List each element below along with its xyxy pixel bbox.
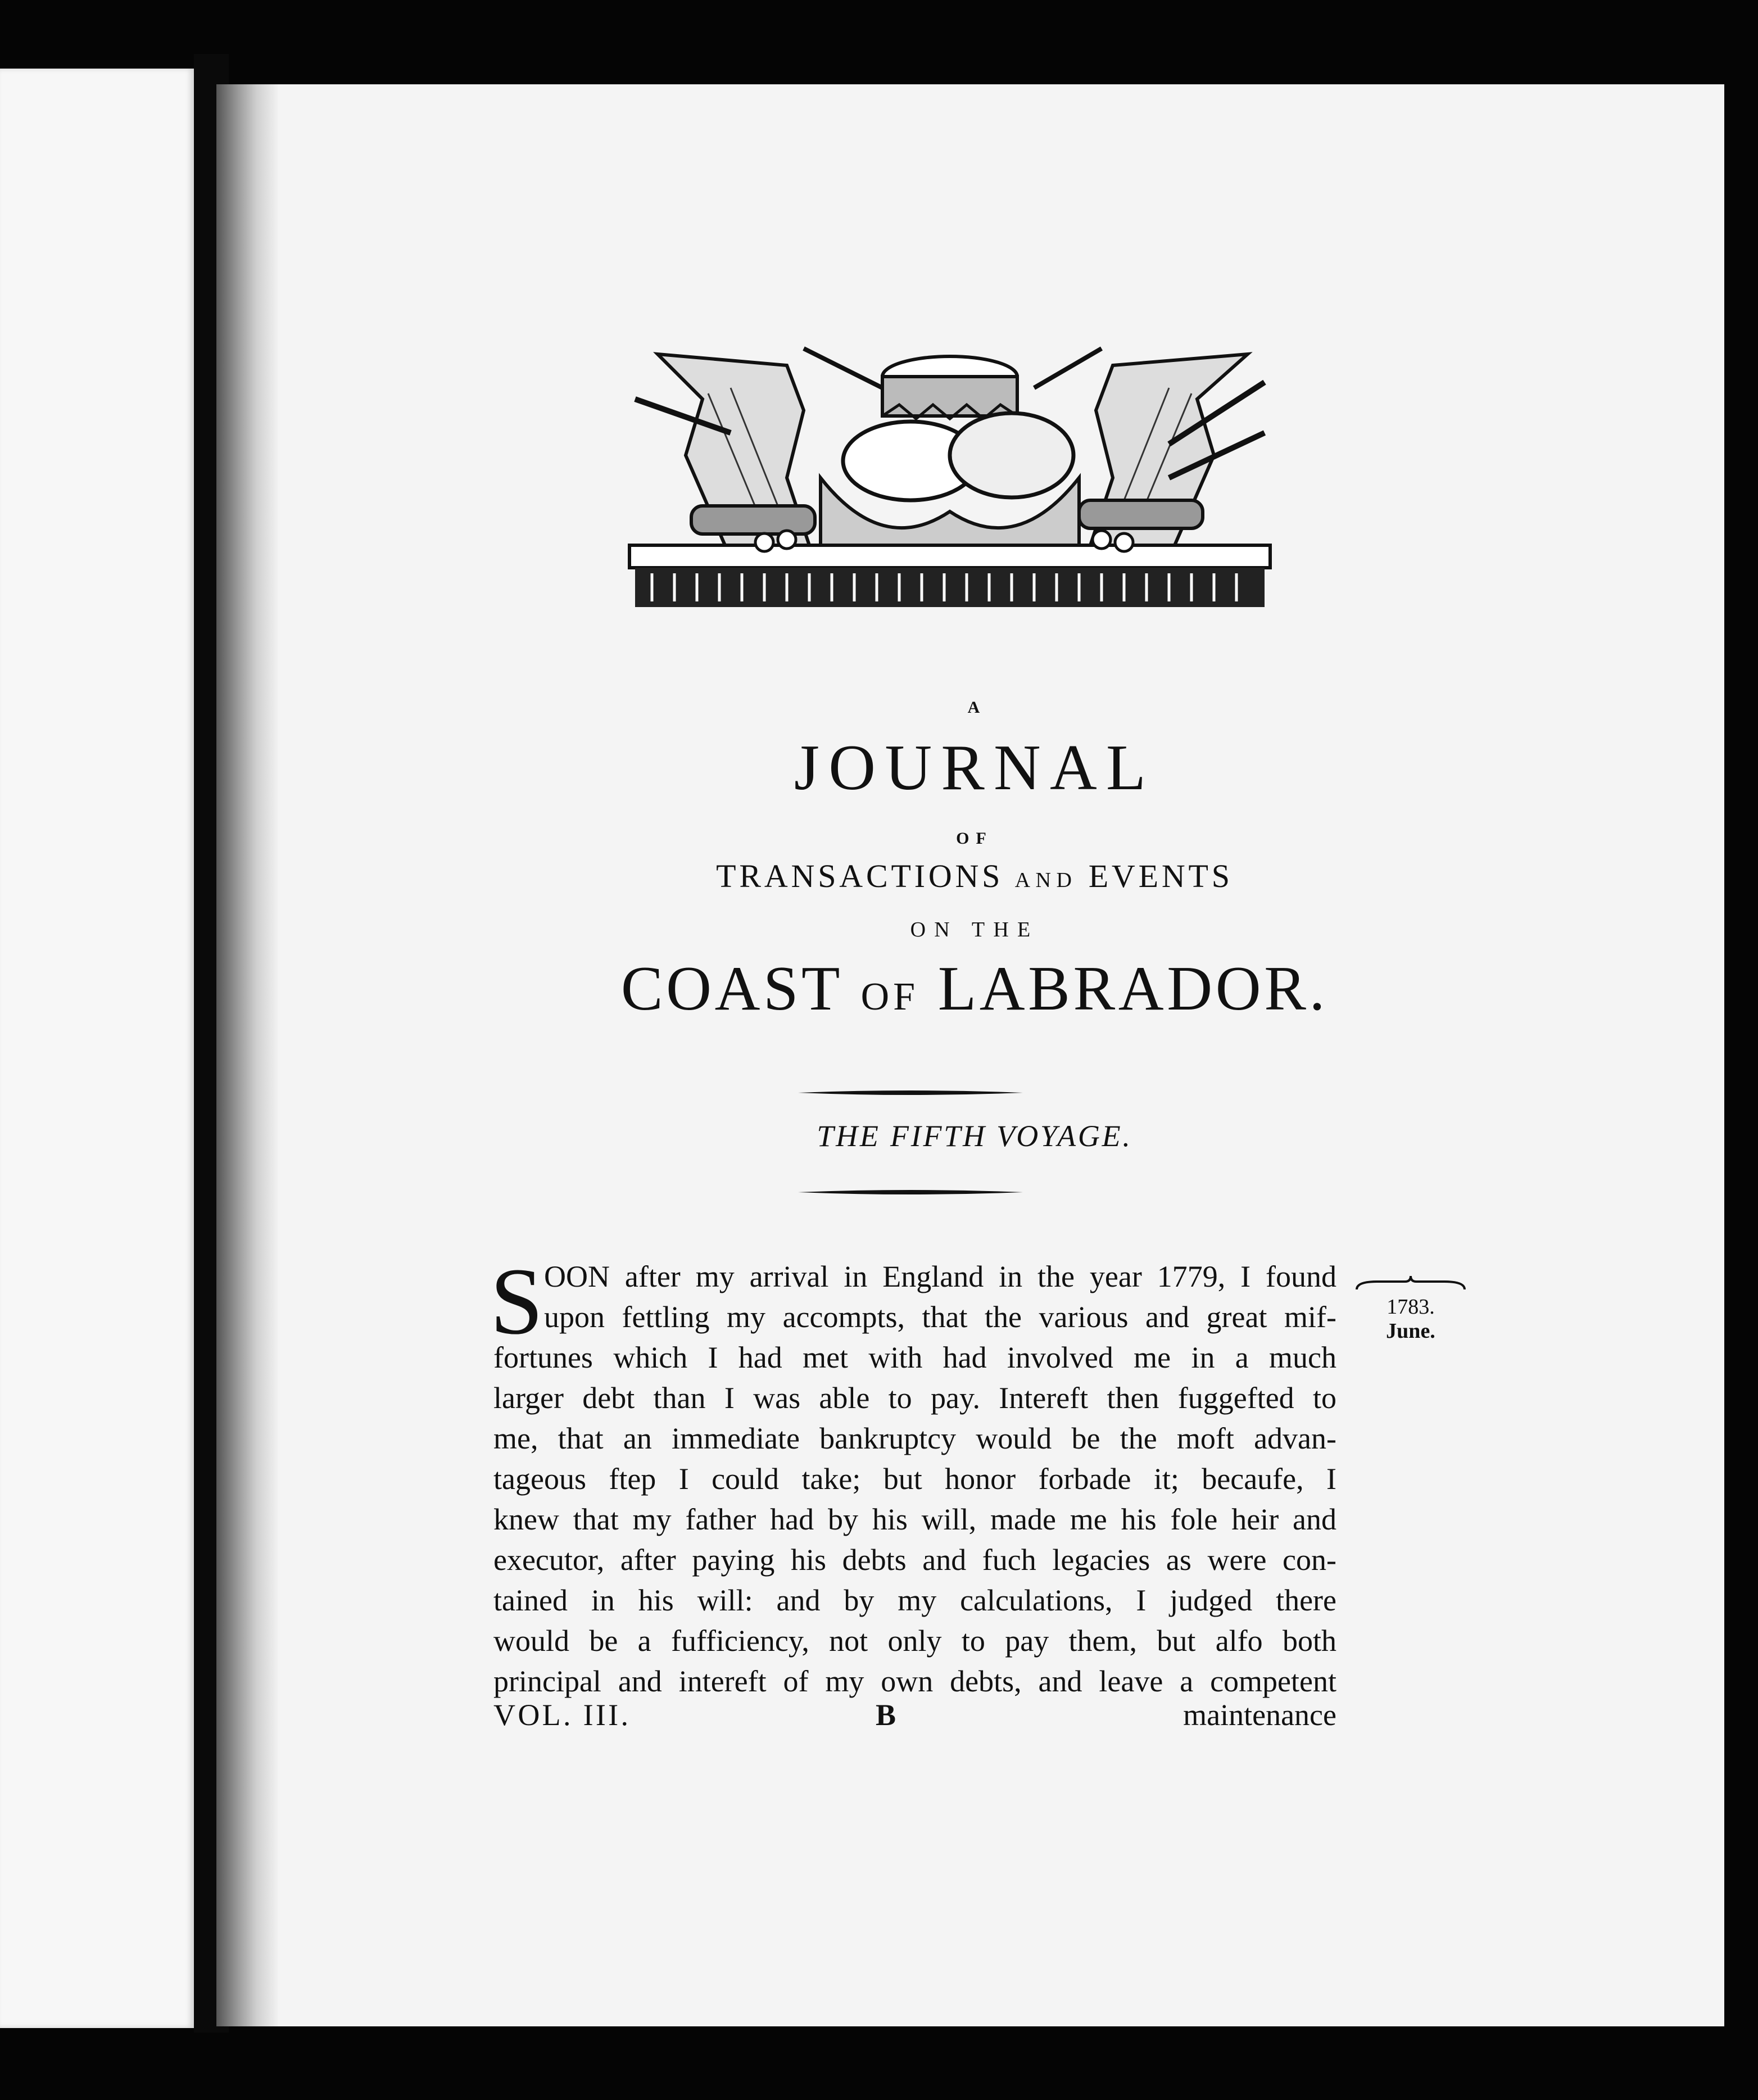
book-page: [225, 84, 1724, 2026]
title-events: EVENTS: [1088, 858, 1233, 894]
drop-cap: S: [490, 1248, 543, 1354]
catchword: maintenance: [1183, 1698, 1336, 1732]
text-line: would be a fufficiency, not only to pay them, but alfo both: [493, 1624, 1336, 1658]
text-line: tageous ftep I could take; but honor forbade it; becaufe, I: [493, 1462, 1336, 1496]
title-transactions-line: [225, 857, 1724, 895]
title-of: OF: [956, 829, 993, 848]
section-subtitle: THE FIFTH VOYAGE.: [817, 1119, 1132, 1153]
ornamental-rule-bottom: [798, 1189, 1023, 1196]
title-and: AND: [1014, 868, 1077, 892]
title-coast: COAST: [620, 954, 842, 1024]
page-footer: [493, 1698, 1336, 1738]
facing-page: [0, 69, 194, 2028]
gutter-shadow: [216, 84, 278, 2026]
title-on-the: ON THE: [910, 918, 1039, 942]
text-line: upon fettling my accompts, that the various and great mif-: [544, 1300, 1336, 1334]
text-line: fortunes which I had met with had involved me in a much: [493, 1341, 1336, 1374]
text-line: tained in his will: and by my calculations, I judged there: [493, 1583, 1336, 1617]
title-coast-line: [225, 953, 1724, 1025]
margin-year: 1783.: [1387, 1295, 1435, 1319]
margin-note: [1354, 1275, 1467, 1343]
volume-label: VOL. III.: [493, 1698, 631, 1732]
text-line: principal and intereft of my own debts, and leave a competent: [493, 1664, 1336, 1698]
title-journal: JOURNAL: [794, 732, 1156, 804]
ornamental-rule-top: [798, 1089, 1023, 1096]
title-labrador: LABRADOR.: [937, 954, 1329, 1024]
text-line: larger debt than I was able to pay. Intereft then fuggefted to: [493, 1381, 1336, 1415]
margin-month: June.: [1386, 1319, 1435, 1343]
trophy-ornament-illustration: [618, 343, 1281, 658]
text-line: me, that an immediate bankruptcy would be the moft advan-: [493, 1422, 1336, 1455]
title-article: A: [967, 698, 982, 717]
text-line: executor, after paying his debts and fuch legacies as were con-: [493, 1543, 1336, 1577]
title-transactions: TRANSACTIONS: [716, 858, 1004, 894]
text-line: knew that my father had by his will, made me his fole heir and: [493, 1502, 1336, 1536]
title-of-small: OF: [860, 975, 919, 1019]
text-line: OON after my arrival in England in the year 1779, I found: [544, 1260, 1336, 1293]
brace-icon: [1354, 1275, 1467, 1292]
body-paragraph: [493, 1256, 1336, 1701]
signature-mark: B: [876, 1698, 896, 1732]
